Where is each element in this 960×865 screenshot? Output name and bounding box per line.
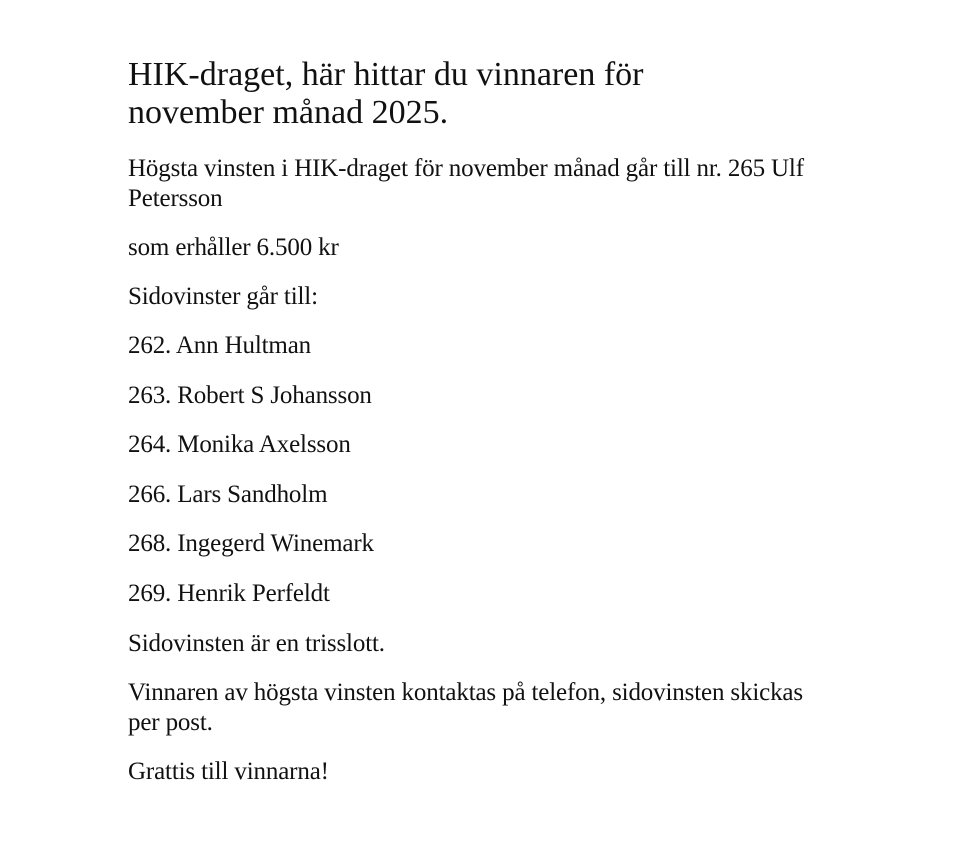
list-item: 264. Monika Axelsson: [128, 431, 351, 459]
contact-info: Vinnaren av högsta vinsten kontaktas på telefon, sidovinsten skickas per post.: [128, 678, 803, 736]
intro-paragraph: Högsta vinsten i HIK-draget för november månad går till nr. 265 Ulf Petersson: [128, 155, 804, 212]
side-prizes-heading: Sidovinster går till:: [128, 283, 318, 310]
side-prize-winner-list: [128, 331, 848, 609]
list-item: 262. Ann Hultman: [128, 332, 312, 359]
side-prize-description: Sidovinsten är en trisslott.: [128, 629, 385, 657]
document: [128, 56, 848, 806]
prize-amount: som erhåller 6.500 kr: [128, 234, 339, 261]
page-title: HIK-draget, här hittar du vinnaren för november månad 2025.: [128, 56, 644, 131]
list-item: 269. Henrik Perfeldt: [128, 579, 330, 607]
list-item: 263. Robert S Johansson: [128, 381, 372, 409]
list-item: 266. Lars Sandholm: [128, 480, 328, 508]
closing-text: Grattis till vinnarna!: [128, 757, 329, 785]
list-item: 268. Ingegerd Winemark: [128, 530, 374, 558]
